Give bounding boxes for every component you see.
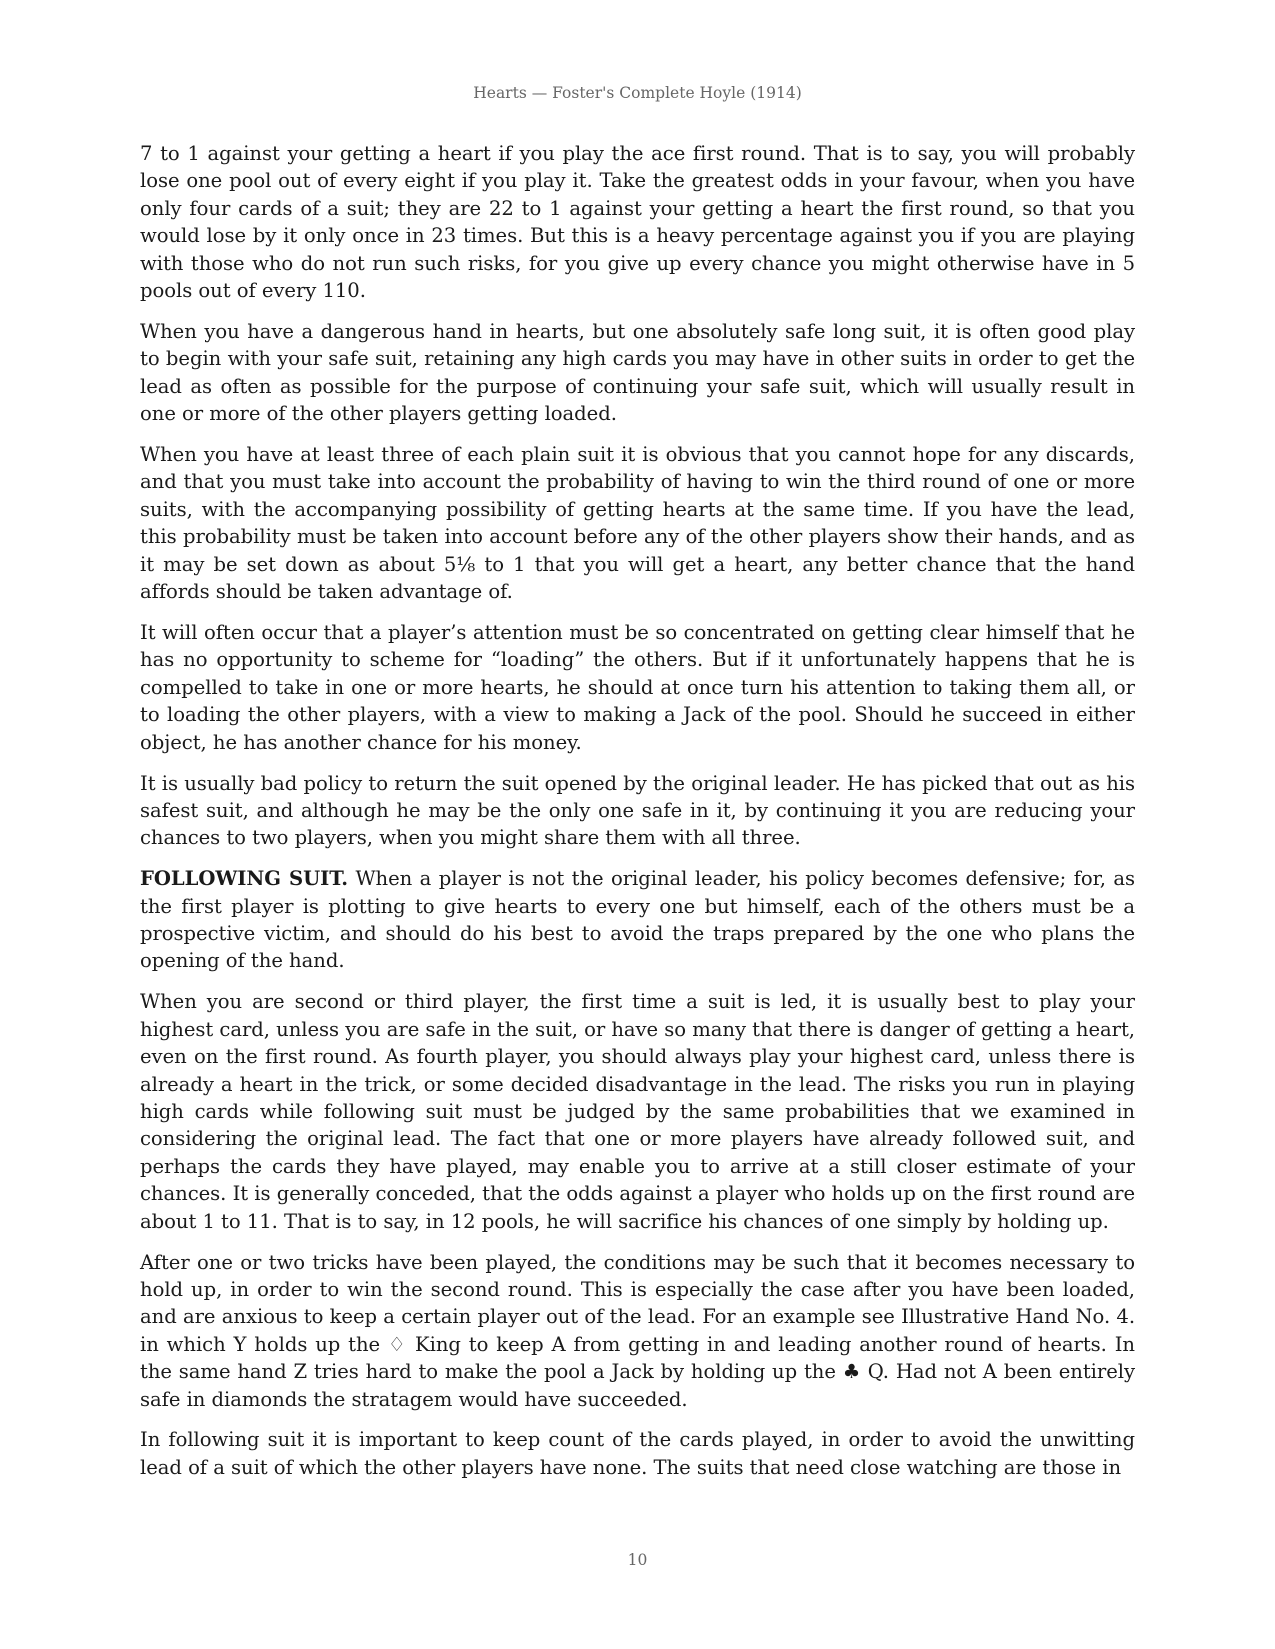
paragraph [140,441,1135,605]
paragraph-text: When a player is not the original leader, his policy becomes defensive; for, as the first player is plotting to give hearts to every one but himself, each of the others must be a prospective victim, and should do his best to avoid the traps prepared by the one who plans the opening of the hand. [140,867,1136,973]
section-lead-in: FOLLOWING SUIT. [140,867,349,891]
paragraph-text: It is usually bad policy to return the suit opened by the original leader. He has picked that out as his safest suit, and although he may be the only one safe in it, by continuing it you are reducing your chances to two players, when you might share them with all three. [140,771,1135,850]
paragraph [140,865,1135,975]
body-text [140,140,1135,1495]
paragraph [140,1426,1135,1481]
paragraph-text: When you have at least three of each plain suit it is obvious that you cannot hope for any discards, and that you must take into account the probability of having to win the third round of one or more suits, with the accompanying possibility of getting hearts at the same time. If you have the lead, this probability must be taken into account before any of the other players show their hands, and as it may be set down as about 5⅛ to 1 that you will get a heart, any better chance that the hand affords should be taken advantage of. [140,443,1135,604]
running-title: Hearts — Foster's Complete Hoyle (1914) [473,84,802,102]
page-number: 10 [627,1551,648,1569]
paragraph-text: It will often occur that a player’s attention must be so concentrated on getting clear himself that he has no opportunity to scheme for “loading” the others. But if it unfortunately happens that he is compelled to take in one or more hearts, he should at once turn his attention to taking them all, or to loading the other players, with a view to making a Jack of the pool. Should he succeed in either object, he has another chance for his money. [140,621,1135,754]
paragraph-text: After one or two tricks have been played, the conditions may be such that it becomes necessary to hold up, in order to win the second round. This is especially the case after you have been loaded, and are anxious to keep a certain player out of the lead. For an example see Illustrative Hand No. 4. in which Y holds up the ♢ King to keep A from getting in and leading another round of hearts. In the same hand Z tries hard to make the pool a Jack by holding up the ♣ Q. Had not A been entirely safe in diamonds the stratagem would have succeeded. [140,1250,1135,1411]
paragraph [140,1249,1135,1413]
paragraph [140,770,1135,852]
paragraph [140,988,1135,1235]
paragraph [140,140,1135,304]
paragraph [140,318,1135,428]
paragraph-text: 7 to 1 against your getting a heart if you play the ace first round. That is to say, you will probably lose one pool out of every eight if you play it. Take the greatest odds in your favour, when you have only four cards of a suit; they are 22 to 1 against your getting a heart the first round, so that you would lose by it only once in 23 times. But this is a heavy percentage against you if you are playing with those who do not run such risks, for you give up every chance you might otherwise have in 5 pools out of every 110. [140,142,1135,303]
paragraph-text: When you have a dangerous hand in hearts, but one absolutely safe long suit, it is often good play to begin with your safe suit, retaining any high cards you may have in other suits in order to get the lead as often as possible for the purpose of continuing your safe suit, which will usually result in one or more of the other players getting loaded. [140,319,1135,426]
paragraph-text: In following suit it is important to keep count of the cards played, in order to avoid the unwitting lead of a suit of which the other players have none. The suits that need close watching are those in [140,1428,1135,1479]
paragraph [140,619,1135,756]
paragraph-text: When you are second or third player, the first time a suit is led, it is usually best to play your highest card, unless you are safe in the suit, or have so many that there is danger of getting a heart, even on the first round. As fourth player, you should always play your highest card, unless there is already a heart in the trick, or some decided disadvantage in the lead. The risks you run in playing high cards while following suit must be judged by the same probabilities that we examined in considering the original lead. The fact that one or more players have already followed suit, and perhaps the cards they have played, may enable you to arrive at a still closer estimate of your chances. It is generally conceded, that the odds against a player who holds up on the first round are about 1 to 11. That is to say, in 12 pools, he will sacrifice his chances of one simply by holding up. [140,990,1135,1233]
